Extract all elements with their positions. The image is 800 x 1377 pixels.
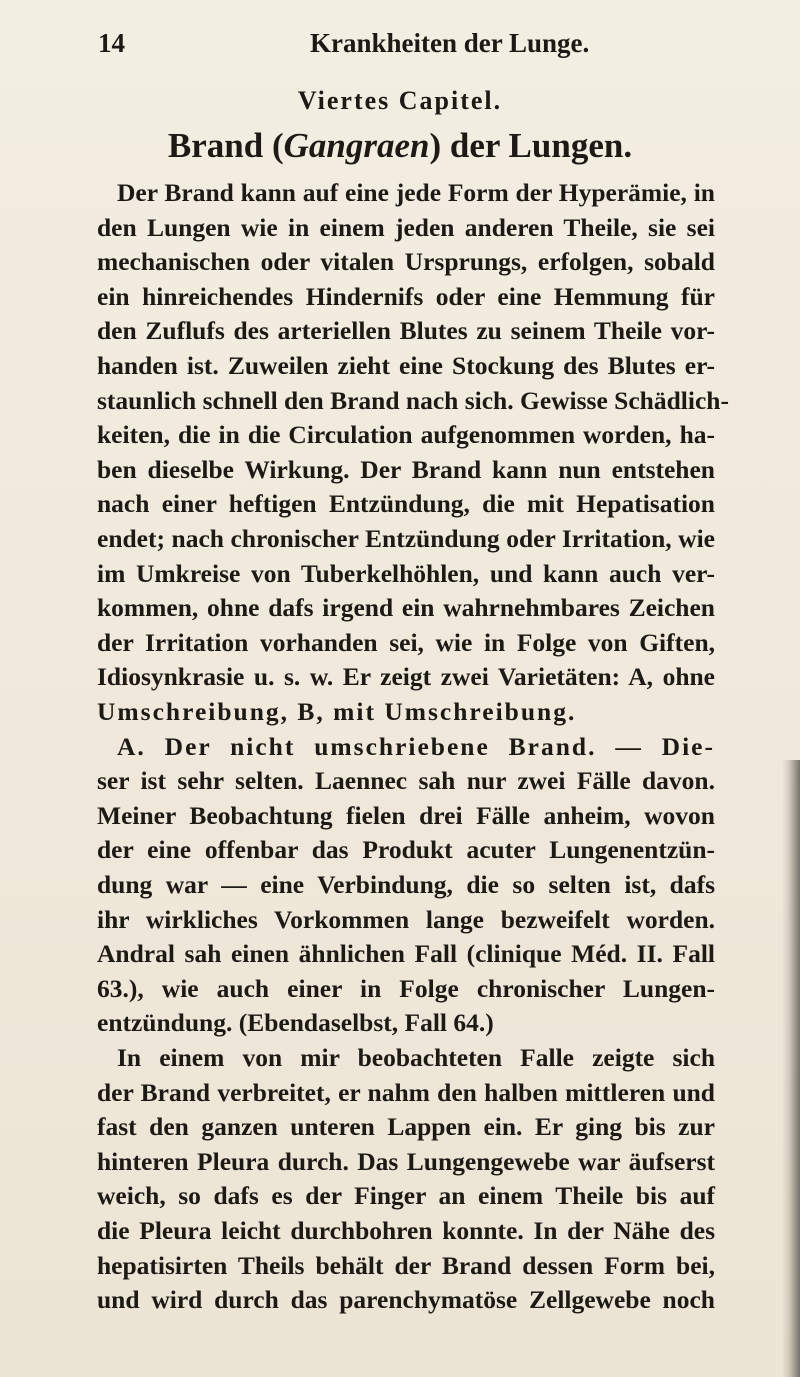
body-line: der Brand verbreitet, er nahm den halben mittleren und [97, 1077, 715, 1107]
body-line: Andral sah einen ähnlichen Fall (clinique Méd. II. Fall [97, 939, 715, 969]
body-line: im Umkreise von Tuberkelhöhlen, und kann auch ver- [97, 558, 715, 588]
body-line: ben dieselbe Wirkung. Der Brand kann nun entstehen [97, 454, 715, 484]
chapter-title-pre: Brand ( [167, 126, 284, 165]
page-edge-shadow [782, 760, 800, 1377]
body-line: hinteren Pleura durch. Das Lungengewebe war äufserst [97, 1146, 715, 1176]
running-title: Krankheiten der Lunge. [310, 28, 590, 58]
body-line: Der Brand kann auf eine jede Form der Hyperämie, in [117, 178, 715, 207]
body-line: mechanischen oder vitalen Ursprungs, erfolgen, sobald [97, 247, 715, 277]
body-line: Umschreibung, B, mit Umschreibung. [97, 697, 577, 726]
page-number: 14 [98, 28, 125, 58]
running-head [98, 28, 658, 68]
body-line: hepatisirten Theils behält der Brand dessen Form bei, [97, 1250, 715, 1280]
body-line: Meiner Beobachtung fielen drei Fälle anheim, wovon [97, 800, 715, 830]
body-line: weich, so dafs es der Finger an einem Theile bis auf [97, 1181, 715, 1211]
chapter-title-italic: Gangraen [283, 126, 430, 165]
body-line: der eine offenbar das Produkt acuter Lungenentzün- [97, 835, 715, 865]
body-line: A. Der nicht umschriebene Brand. — Die- [117, 731, 715, 761]
body-line: ein hinreichendes Hindernifs oder eine Hemmung für [97, 281, 715, 311]
body-line: fast den ganzen unteren Lappen ein. Er ging bis zur [97, 1112, 715, 1142]
body-line: staunlich schnell den Brand nach sich. Gewisse Schädlich- [97, 385, 729, 415]
chapter-title [0, 126, 800, 166]
body-line: nach einer heftigen Entzündung, die mit Hepatisation [97, 489, 715, 519]
body-line: den Lungen wie in einem jeden anderen Theile, sie sei [97, 212, 715, 242]
body-line: In einem von mir beobachteten Falle zeigte sich [117, 1043, 715, 1072]
chapter-title-post: ) der Lungen. [429, 126, 633, 165]
body-line: entzündung. (Ebendaselbst, Fall 64.) [97, 1008, 494, 1038]
body-line: kommen, ohne dafs irgend ein wahrnehmbares Zeichen [97, 593, 715, 623]
body-line: Idiosynkrasie u. s. w. Er zeigt zwei Varietäten: A, ohne [97, 662, 715, 692]
body-line: ser ist sehr selten. Laennec sah nur zwei Fälle davon. [97, 766, 715, 796]
body-line: handen ist. Zuweilen zieht eine Stockung des Blutes er- [97, 351, 715, 380]
body-line: und wird durch das parenchymatöse Zellgewebe noch [97, 1285, 715, 1315]
body-line: den Zuflufs des arteriellen Blutes zu seinem Theile vor- [97, 316, 715, 346]
chapter-label: Viertes Capitel. [297, 86, 503, 115]
body-line: der Irritation vorhanden sei, wie in Folge von Giften, [97, 627, 715, 657]
body-line: endet; nach chronischer Entzündung oder Irritation, wie [97, 524, 715, 553]
body-line: ihr wirkliches Vorkommen lange bezweifelt worden. [97, 904, 715, 934]
body-line: keiten, die in die Circulation aufgenommen worden, ha- [97, 420, 715, 450]
body-line: dung war — eine Verbindung, die so selten ist, dafs [97, 870, 715, 899]
body-line: 63.), wie auch einer in Folge chronischer Lungen- [97, 973, 715, 1003]
body-line: die Pleura leicht durchbohren konnte. In der Nähe des [97, 1216, 715, 1245]
